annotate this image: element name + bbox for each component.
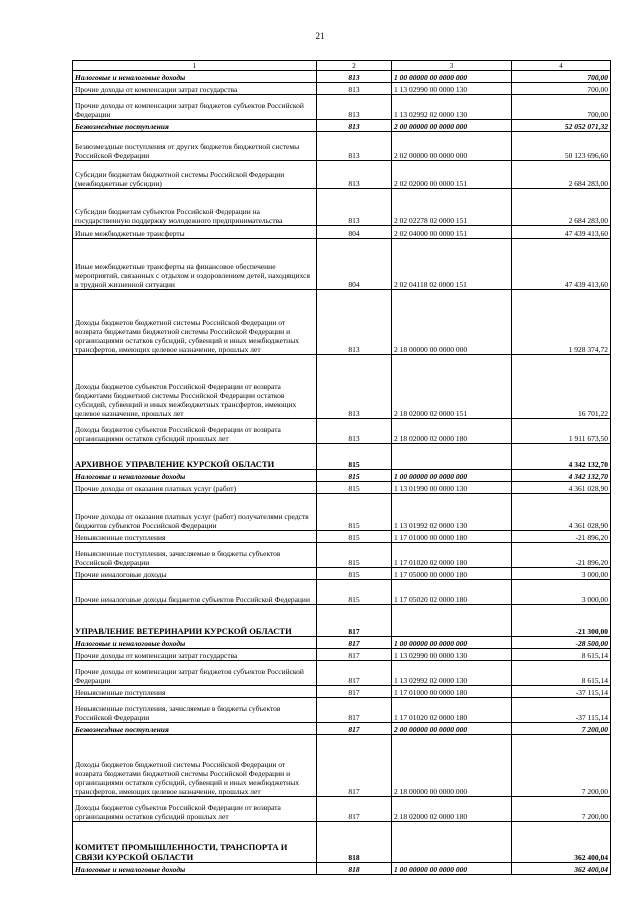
row-code-cell: 813 bbox=[317, 189, 392, 226]
row-kbk-cell: 1 17 01000 00 0000 180 bbox=[392, 686, 512, 698]
row-amount-cell: 1 911 673,50 bbox=[512, 419, 611, 444]
row-code-cell: 818 bbox=[317, 822, 392, 863]
row-amount-cell: 16 701,22 bbox=[512, 355, 611, 419]
row-name-cell: Невыясненные поступления, зачисляемые в бюджеты субъектов Российской Федерации bbox=[73, 698, 317, 723]
row-kbk-cell: 1 17 01020 02 0000 180 bbox=[392, 698, 512, 723]
row-kbk-cell: 2 18 00000 00 0000 000 bbox=[392, 735, 512, 797]
row-name-cell: Налоговые и неналоговые доходы bbox=[73, 71, 317, 83]
row-amount-cell: -37 115,14 bbox=[512, 698, 611, 723]
row-kbk-cell: 2 02 00000 00 0000 000 bbox=[392, 132, 512, 161]
row-name-cell: Безвозмездные поступления bbox=[73, 120, 317, 132]
row-name-cell: Прочие доходы от компенсации затрат государства bbox=[73, 649, 317, 661]
table-row bbox=[73, 797, 611, 822]
table-row bbox=[73, 95, 611, 120]
row-name-cell: Доходы бюджетов субъектов Российской Федерации от возврата бюджетами бюджетной системы Российской Федерации остатков субсидий, субвенций и иных межбюджетных трансфертов, имеющих целевое назначение, прошлых лет bbox=[73, 355, 317, 419]
row-kbk-cell: 2 18 02000 02 0000 180 bbox=[392, 419, 512, 444]
row-kbk-cell: 2 18 02000 02 0000 180 bbox=[392, 797, 512, 822]
table-row bbox=[73, 698, 611, 723]
table-row bbox=[73, 543, 611, 568]
row-name-cell: Прочие доходы от компенсации затрат бюджетов субъектов Российской Федерации bbox=[73, 661, 317, 686]
row-kbk-cell: 1 17 05000 00 0000 180 bbox=[392, 568, 512, 580]
row-name-cell: Иные межбюджетные трансферты на финансовое обеспечение мероприятий, связанных с отдыхом и оздоровлением детей, находящихся в трудной жизненной ситуации bbox=[73, 239, 317, 290]
row-code-cell: 817 bbox=[317, 723, 392, 735]
table-row bbox=[73, 661, 611, 686]
row-name-cell: Иные межбюджетные трансферты bbox=[73, 226, 317, 239]
row-code-cell: 815 bbox=[317, 543, 392, 568]
row-amount-cell: -37 115,14 bbox=[512, 686, 611, 698]
table-row bbox=[73, 161, 611, 189]
row-name-cell: Доходы бюджетов субъектов Российской Федерации от возврата организациями остатков субсидий прошлых лет bbox=[73, 797, 317, 822]
row-amount-cell: 52 052 071,32 bbox=[512, 120, 611, 132]
row-amount-cell: 700,00 bbox=[512, 83, 611, 95]
row-code-cell: 818 bbox=[317, 863, 392, 875]
row-kbk-cell: 1 17 01020 02 0000 180 bbox=[392, 543, 512, 568]
row-amount-cell: 4 361 028,90 bbox=[512, 494, 611, 531]
row-code-cell: 804 bbox=[317, 226, 392, 239]
table-row bbox=[73, 132, 611, 161]
row-kbk-cell: 2 02 02000 00 0000 151 bbox=[392, 161, 512, 189]
row-name-cell: Прочие доходы от компенсации затрат государства bbox=[73, 83, 317, 95]
row-name-cell: Прочие неналоговые доходы bbox=[73, 568, 317, 580]
table-row bbox=[73, 419, 611, 444]
row-code-cell: 817 bbox=[317, 686, 392, 698]
row-code-cell: 813 bbox=[317, 95, 392, 120]
table-row bbox=[73, 239, 611, 290]
table-row bbox=[73, 686, 611, 698]
row-kbk-cell bbox=[392, 444, 512, 470]
row-kbk-cell: 1 17 01000 00 0000 180 bbox=[392, 531, 512, 543]
row-name-cell: Прочие доходы от оказания платных услуг (работ) получателями средств бюджетов субъектов Российской Федерации bbox=[73, 494, 317, 531]
row-code-cell: 813 bbox=[317, 71, 392, 83]
row-kbk-cell: 1 00 00000 00 0000 000 bbox=[392, 470, 512, 482]
row-code-cell: 815 bbox=[317, 580, 392, 605]
table-row bbox=[73, 863, 611, 875]
row-kbk-cell: 1 00 00000 00 0000 000 bbox=[392, 71, 512, 83]
row-name-cell: Субсидии бюджетам бюджетной системы Российской Федерации (межбюджетные субсидии) bbox=[73, 161, 317, 189]
row-kbk-cell bbox=[392, 822, 512, 863]
row-amount-cell: 8 615,14 bbox=[512, 661, 611, 686]
table-row bbox=[73, 71, 611, 83]
column-header: 2 bbox=[317, 61, 392, 71]
row-name-cell: Доходы бюджетов бюджетной системы Российской Федерации от возврата бюджетами бюджетной системы Российской Федерации и организациями остатков субсидий, субвенций и иных межбюджетных трансфертов, имеющих целевое назначение, прошлых лет bbox=[73, 290, 317, 355]
row-name-cell: УПРАВЛЕНИЕ ВЕТЕРИНАРИИ КУРСКОЙ ОБЛАСТИ bbox=[73, 605, 317, 637]
row-amount-cell: 7 200,00 bbox=[512, 797, 611, 822]
row-name-cell: Налоговые и неналоговые доходы bbox=[73, 470, 317, 482]
row-code-cell: 817 bbox=[317, 605, 392, 637]
table-row bbox=[73, 723, 611, 735]
table-row bbox=[73, 120, 611, 132]
row-amount-cell: 700,00 bbox=[512, 95, 611, 120]
table-row bbox=[73, 531, 611, 543]
organization-row bbox=[73, 822, 611, 863]
row-kbk-cell: 1 00 00000 00 0000 000 bbox=[392, 637, 512, 649]
organization-row bbox=[73, 605, 611, 637]
row-kbk-cell: 1 13 02990 00 0000 130 bbox=[392, 83, 512, 95]
row-code-cell: 813 bbox=[317, 83, 392, 95]
row-code-cell: 813 bbox=[317, 120, 392, 132]
row-kbk-cell: 2 02 04000 00 0000 151 bbox=[392, 226, 512, 239]
row-code-cell: 815 bbox=[317, 444, 392, 470]
table-row bbox=[73, 189, 611, 226]
row-code-cell: 804 bbox=[317, 239, 392, 290]
table-row bbox=[73, 580, 611, 605]
row-kbk-cell: 2 00 00000 00 0000 000 bbox=[392, 120, 512, 132]
row-amount-cell: 8 615,14 bbox=[512, 649, 611, 661]
row-amount-cell: 2 684 283,00 bbox=[512, 161, 611, 189]
table-row bbox=[73, 482, 611, 494]
row-amount-cell: 50 123 696,60 bbox=[512, 132, 611, 161]
page-number: 21 bbox=[315, 31, 325, 41]
row-name-cell: АРХИВНОЕ УПРАВЛЕНИЕ КУРСКОЙ ОБЛАСТИ bbox=[73, 444, 317, 470]
row-amount-cell: -21 896,20 bbox=[512, 531, 611, 543]
table-row bbox=[73, 568, 611, 580]
row-kbk-cell: 2 18 00000 00 0000 000 bbox=[392, 290, 512, 355]
row-name-cell: Безвозмездные поступления bbox=[73, 723, 317, 735]
row-code-cell: 817 bbox=[317, 698, 392, 723]
table-header-row bbox=[73, 61, 611, 71]
column-header: 3 bbox=[392, 61, 512, 71]
row-code-cell: 815 bbox=[317, 482, 392, 494]
table-row bbox=[73, 735, 611, 797]
row-kbk-cell: 2 02 02278 02 0000 151 bbox=[392, 189, 512, 226]
row-code-cell: 813 bbox=[317, 161, 392, 189]
row-code-cell: 817 bbox=[317, 649, 392, 661]
row-amount-cell: 3 000,00 bbox=[512, 568, 611, 580]
column-header: 4 bbox=[512, 61, 611, 71]
row-code-cell: 813 bbox=[317, 355, 392, 419]
row-kbk-cell: 1 13 02990 00 0000 130 bbox=[392, 649, 512, 661]
row-amount-cell: -21 896,20 bbox=[512, 543, 611, 568]
row-kbk-cell: 2 00 00000 00 0000 000 bbox=[392, 723, 512, 735]
row-code-cell: 817 bbox=[317, 637, 392, 649]
row-kbk-cell: 1 13 01992 02 0000 130 bbox=[392, 494, 512, 531]
row-amount-cell: 3 000,00 bbox=[512, 580, 611, 605]
table-row bbox=[73, 637, 611, 649]
row-name-cell: Субсидии бюджетам субъектов Российской Федерации на государственную поддержку молодежного предпринимательства bbox=[73, 189, 317, 226]
row-kbk-cell bbox=[392, 605, 512, 637]
row-kbk-cell: 2 18 02000 02 0000 151 bbox=[392, 355, 512, 419]
row-name-cell: Прочие неналоговые доходы бюджетов субъектов Российской Федерации bbox=[73, 580, 317, 605]
row-amount-cell: 2 684 283,00 bbox=[512, 189, 611, 226]
row-kbk-cell: 1 00 00000 00 0000 000 bbox=[392, 863, 512, 875]
row-amount-cell: 362 400,04 bbox=[512, 822, 611, 863]
row-name-cell: Невыясненные поступления bbox=[73, 686, 317, 698]
organization-row bbox=[73, 444, 611, 470]
column-header: 1 bbox=[73, 61, 317, 71]
row-amount-cell: 7 200,00 bbox=[512, 735, 611, 797]
row-name-cell: Прочие доходы от оказания платных услуг (работ) bbox=[73, 482, 317, 494]
row-code-cell: 817 bbox=[317, 735, 392, 797]
row-amount-cell: 1 928 374,72 bbox=[512, 290, 611, 355]
row-code-cell: 813 bbox=[317, 419, 392, 444]
row-name-cell: Невыясненные поступления, зачисляемые в бюджеты субъектов Российской Федерации bbox=[73, 543, 317, 568]
row-name-cell: Безвозмездные поступления от других бюджетов бюджетной системы Российской Федерации bbox=[73, 132, 317, 161]
row-name-cell: Доходы бюджетов субъектов Российской Федерации от возврата организациями остатков субсидий прошлых лет bbox=[73, 419, 317, 444]
row-code-cell: 813 bbox=[317, 290, 392, 355]
row-code-cell: 815 bbox=[317, 494, 392, 531]
row-code-cell: 817 bbox=[317, 661, 392, 686]
row-kbk-cell: 1 13 02992 02 0000 130 bbox=[392, 95, 512, 120]
table-row bbox=[73, 355, 611, 419]
row-name-cell: КОМИТЕТ ПРОМЫШЛЕННОСТИ, ТРАНСПОРТА И СВЯЗИ КУРСКОЙ ОБЛАСТИ bbox=[73, 822, 317, 863]
row-kbk-cell: 2 02 04118 02 0000 151 bbox=[392, 239, 512, 290]
table-row bbox=[73, 83, 611, 95]
row-name-cell: Прочие доходы от компенсации затрат бюджетов субъектов Российской Федерации bbox=[73, 95, 317, 120]
row-kbk-cell: 1 13 02992 02 0000 130 bbox=[392, 661, 512, 686]
table-row bbox=[73, 494, 611, 531]
table-row bbox=[73, 290, 611, 355]
row-amount-cell: 700,00 bbox=[512, 71, 611, 83]
row-code-cell: 815 bbox=[317, 568, 392, 580]
table-row bbox=[73, 649, 611, 661]
row-amount-cell: 4 361 028,90 bbox=[512, 482, 611, 494]
row-kbk-cell: 1 13 01990 00 0000 130 bbox=[392, 482, 512, 494]
row-name-cell: Налоговые и неналоговые доходы bbox=[73, 863, 317, 875]
row-name-cell: Невыясненные поступления bbox=[73, 531, 317, 543]
row-code-cell: 817 bbox=[317, 797, 392, 822]
budget-revenue-table bbox=[72, 60, 611, 875]
row-amount-cell: 4 342 132,70 bbox=[512, 444, 611, 470]
row-name-cell: Доходы бюджетов бюджетной системы Российской Федерации от возврата бюджетами бюджетной системы Российской Федерации и организациями остатков субсидий, субвенций и иных межбюджетных трансфертов, имеющих целевое назначение, прошлых лет bbox=[73, 735, 317, 797]
row-amount-cell: 7 200,00 bbox=[512, 723, 611, 735]
row-code-cell: 815 bbox=[317, 531, 392, 543]
row-amount-cell: -28 500,00 bbox=[512, 637, 611, 649]
table-row bbox=[73, 470, 611, 482]
row-kbk-cell: 1 17 05020 02 0000 180 bbox=[392, 580, 512, 605]
row-code-cell: 813 bbox=[317, 132, 392, 161]
row-amount-cell: 47 439 413,60 bbox=[512, 226, 611, 239]
row-code-cell: 815 bbox=[317, 470, 392, 482]
row-amount-cell: 47 439 413,60 bbox=[512, 239, 611, 290]
row-amount-cell: -21 300,00 bbox=[512, 605, 611, 637]
row-amount-cell: 362 400,04 bbox=[512, 863, 611, 875]
table-row bbox=[73, 226, 611, 239]
row-name-cell: Налоговые и неналоговые доходы bbox=[73, 637, 317, 649]
row-amount-cell: 4 342 132,70 bbox=[512, 470, 611, 482]
